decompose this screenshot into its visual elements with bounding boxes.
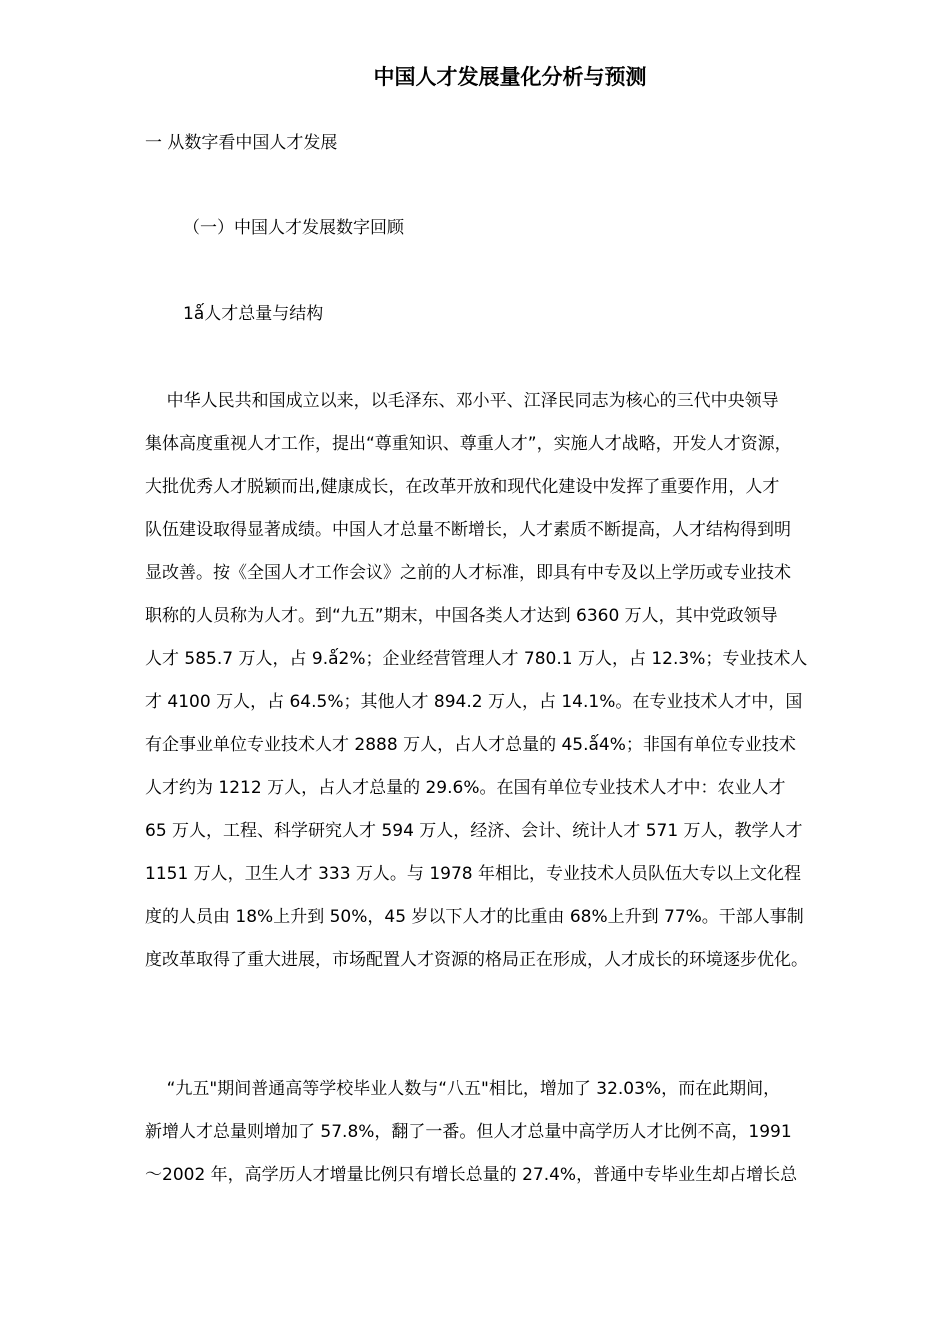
paragraph-graduates <box>145 1077 885 1206</box>
paragraph-line: ～2002 年，高学历人才增量比例只有增长总量的 27.4%，普通中专毕业生却占增长总 <box>145 1165 798 1185</box>
paragraph-line: 队伍建设取得显著成绩。中国人才总量不断增长，人才素质不断提高，人才结构得到明 <box>145 520 791 540</box>
paragraph-line: 人才 585.7 万人，占 9.ǻ2%；企业经营管理人才 780.1 万人，占 12.3%；专业技术人 <box>145 649 808 669</box>
paragraph-line: 人才约为 1212 万人，占人才总量的 29.6%。在国有单位专业技术人才中：农业人才 <box>145 778 786 798</box>
paragraph-line: 显改善。按《全国人才工作会议》之前的人才标准，即具有中专及以上学历或专业技术 <box>145 563 791 583</box>
paragraph-line: 职称的人员称为人才。到“九五”期末，中国各类人才达到 6360 万人，其中党政领导 <box>145 606 778 626</box>
item-heading: 1ǻ人才总量与结构 <box>183 304 324 324</box>
paragraph-line: 集体高度重视人才工作，提出“尊重知识、尊重人才”，实施人才战略，开发人才资源， <box>145 434 792 454</box>
paragraph-line: “九五"期间普通高等学校毕业人数与“八五"相比，增加了 32.03%，而在此期间， <box>145 1079 781 1099</box>
paragraph-line: 新增人才总量则增加了 57.8%，翻了一番。但人才总量中高学历人才比例不高，1991 <box>145 1122 792 1142</box>
paragraph-line: 65 万人，工程、科学研究人才 594 万人，经济、会计、统计人才 571 万人，教学人才 <box>145 821 803 841</box>
paragraph-talent-overview <box>145 389 885 991</box>
paragraph-line: 有企事业单位专业技术人才 2888 万人，占人才总量的 45.ǻ4%；非国有单位专业技术 <box>145 735 796 755</box>
document-title: 中国人才发展量化分析与预测 <box>373 65 647 89</box>
subsection-heading: （一）中国人才发展数字回顾 <box>183 218 404 238</box>
paragraph-line: 度改革取得了重大进展，市场配置人才资源的格局正在形成，人才成长的环境逐步优化。 <box>145 950 808 970</box>
paragraph-line: 大批优秀人才脱颖而出,健康成长，在改革开放和现代化建设中发挥了重要作用，人才 <box>145 477 780 497</box>
paragraph-line: 1151 万人，卫生人才 333 万人。与 1978 年相比，专业技术人员队伍大专以上文化程 <box>145 864 801 884</box>
paragraph-line: 中华人民共和国成立以来，以毛泽东、邓小平、江泽民同志为核心的三代中央领导 <box>145 391 779 411</box>
paragraph-line: 才 4100 万人，占 64.5%；其他人才 894.2 万人，占 14.1%。在专业技术人才中，国 <box>145 692 803 712</box>
paragraph-line: 度的人员由 18%上升到 50%，45 岁以下人才的比重由 68%上升到 77%。干部人事制 <box>145 907 804 927</box>
section-heading: 一 从数字看中国人才发展 <box>145 133 338 153</box>
